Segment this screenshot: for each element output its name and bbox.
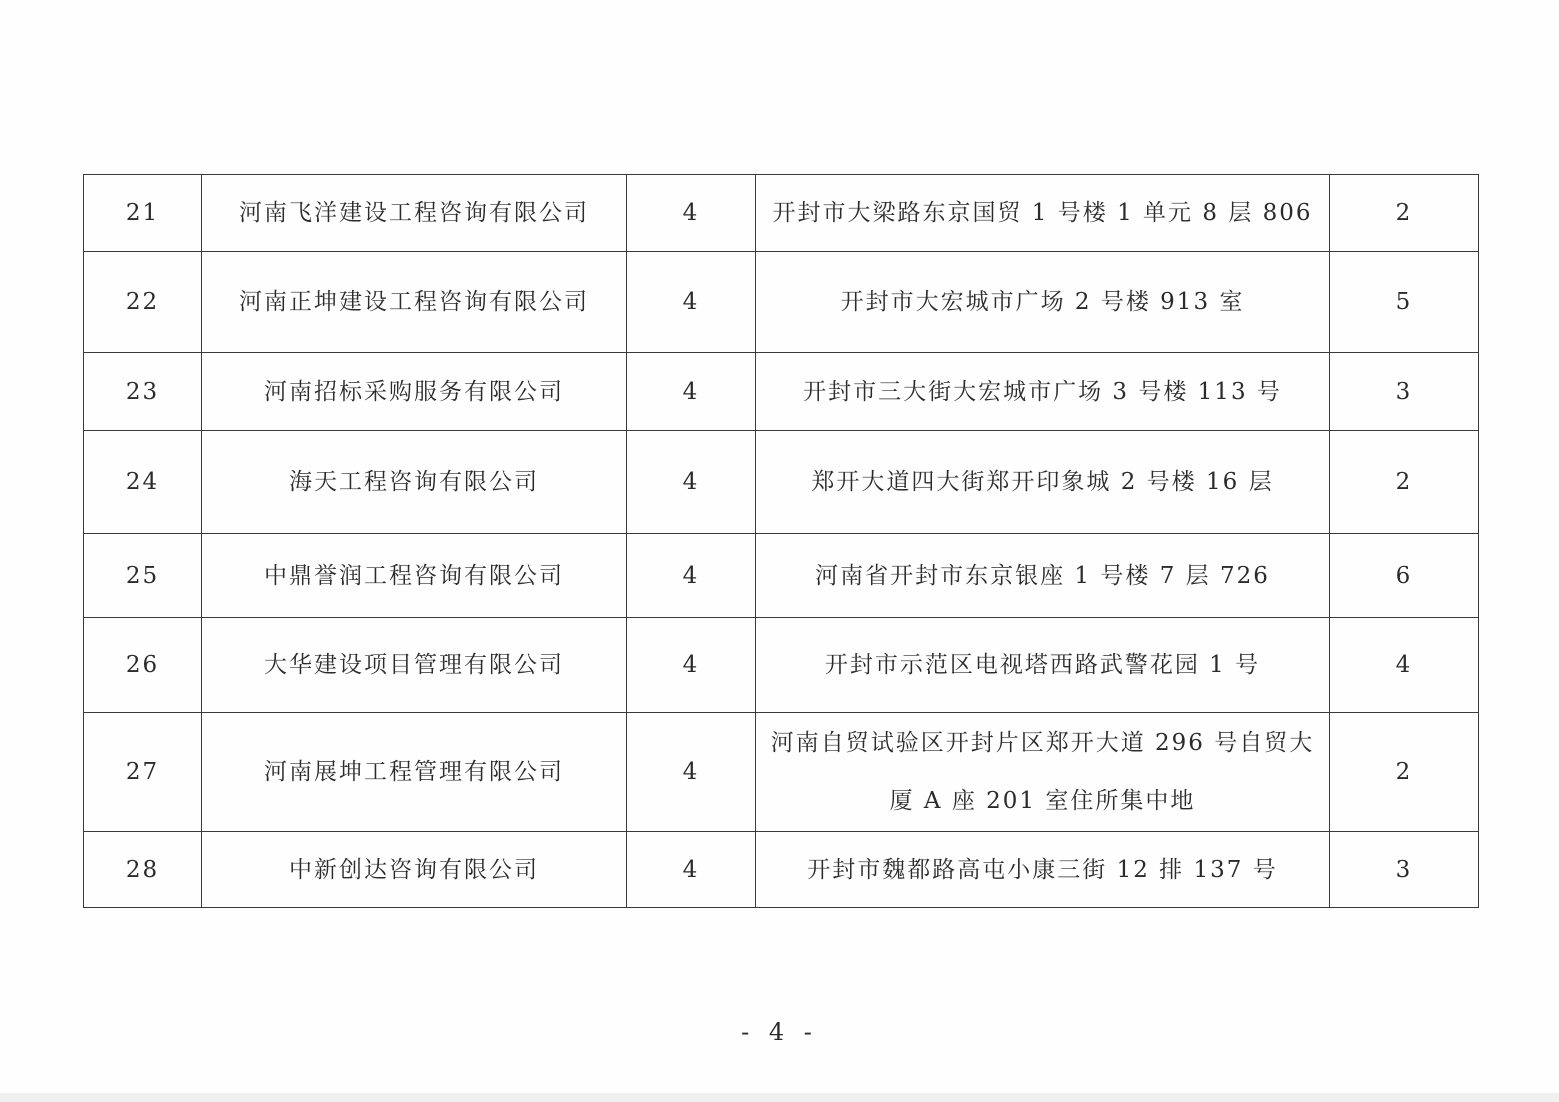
- row-number: 22: [84, 252, 202, 353]
- table-row: [84, 618, 1479, 713]
- company-address: 开封市三大街大宏城市广场 3 号楼 113 号: [756, 353, 1330, 431]
- company-address: 开封市示范区电视塔西路武警花园 1 号: [756, 618, 1330, 713]
- table-row: [84, 431, 1479, 534]
- company-count: 4: [627, 431, 756, 534]
- company-count: 4: [627, 252, 756, 353]
- scan-edge: [0, 1093, 1559, 1102]
- company-people: 5: [1330, 252, 1479, 353]
- row-number: 21: [84, 175, 202, 252]
- row-number: 27: [84, 713, 202, 832]
- company-people: 2: [1330, 175, 1479, 252]
- company-count: 4: [627, 713, 756, 832]
- company-people: 3: [1330, 832, 1479, 908]
- row-number: 23: [84, 353, 202, 431]
- company-name: 中鼎誉润工程咨询有限公司: [202, 534, 627, 618]
- company-address: 开封市大梁路东京国贸 1 号楼 1 单元 8 层 806: [756, 175, 1330, 252]
- company-count: 4: [627, 618, 756, 713]
- company-people: 3: [1330, 353, 1479, 431]
- table-row: [84, 353, 1479, 431]
- page-number: - 4 -: [741, 1018, 818, 1046]
- company-name: 中新创达咨询有限公司: [202, 832, 627, 908]
- row-number: 26: [84, 618, 202, 713]
- company-count: 4: [627, 832, 756, 908]
- company-address: 河南省开封市东京银座 1 号楼 7 层 726: [756, 534, 1330, 618]
- company-name: 河南展坤工程管理有限公司: [202, 713, 627, 832]
- row-number: 24: [84, 431, 202, 534]
- company-count: 4: [627, 353, 756, 431]
- address-line-1: 河南自贸试验区开封片区郑开大道 296 号自贸大: [770, 730, 1315, 756]
- company-count: 4: [627, 175, 756, 252]
- company-address: 开封市魏都路高屯小康三街 12 排 137 号: [756, 832, 1330, 908]
- company-people: 6: [1330, 534, 1479, 618]
- table-row: [84, 534, 1479, 618]
- table-row: [84, 252, 1479, 353]
- table-row: [84, 175, 1479, 252]
- company-people: 2: [1330, 431, 1479, 534]
- company-name: 大华建设项目管理有限公司: [202, 618, 627, 713]
- company-name: 河南正坤建设工程咨询有限公司: [202, 252, 627, 353]
- address-line-2: 厦 A 座 201 室住所集中地: [889, 788, 1196, 814]
- company-address: 郑开大道四大街郑开印象城 2 号楼 16 层: [756, 431, 1330, 534]
- company-address: 开封市大宏城市广场 2 号楼 913 室: [756, 252, 1330, 353]
- company-people: 2: [1330, 713, 1479, 832]
- row-number: 25: [84, 534, 202, 618]
- company-name: 河南招标采购服务有限公司: [202, 353, 627, 431]
- row-number: 28: [84, 832, 202, 908]
- company-count: 4: [627, 534, 756, 618]
- company-name: 海天工程咨询有限公司: [202, 431, 627, 534]
- company-people: 4: [1330, 618, 1479, 713]
- company-name: 河南飞洋建设工程咨询有限公司: [202, 175, 627, 252]
- table-row: [84, 832, 1479, 908]
- table-row: [84, 713, 1479, 832]
- company-address: [756, 713, 1330, 832]
- company-table: [83, 174, 1479, 908]
